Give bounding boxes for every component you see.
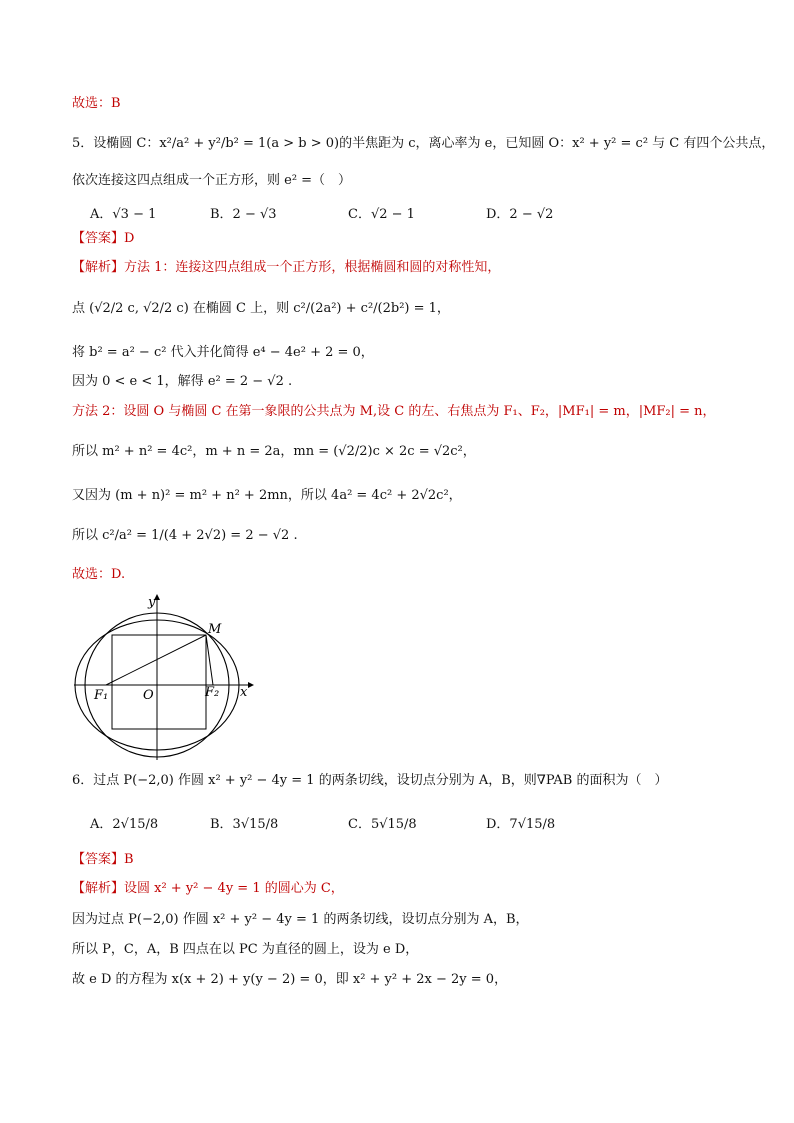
analysis-line-4: 因为 0 < e < 1，解得 e² = 2 − √2 . (72, 374, 293, 389)
analysis-line-3: 将 b² = a² − c² 代入并化简得 e⁴ − 4e² + 2 = 0， (72, 345, 374, 360)
label-o: O (143, 688, 154, 703)
choice-c: C．√2 − 1 (348, 207, 415, 222)
choice-b: B．3√15/8 (210, 817, 279, 832)
analysis-line-2: 点 (√2/2 c, √2/2 c) 在椭圆 C 上，则 c²/(2a²) + c²/(2b²) = 1， (72, 301, 450, 316)
choice-d: D．2 − √2 (486, 207, 554, 222)
choice-b: B．2 − √3 (210, 207, 277, 222)
question-5-stem: 5．设椭圆 C：x²/a² + y²/b² = 1(a > b > 0)的半焦距为 c，离心率为 e，已知圆 O：x² + y² = c² 与 C 有四个公共点， (72, 136, 775, 151)
analysis-line-7: 又因为 (m + n)² = m² + n² + 2mn，所以 4a² = 4c² + 2√2c²， (72, 488, 462, 503)
label-m: M (208, 622, 222, 637)
analysis-q6-line-1: 【解析】设圆 x² + y² − 4y = 1 的圆心为 C， (72, 881, 344, 896)
label-y: y (148, 595, 156, 610)
answer-conclusion-q5: 故选：D. (72, 567, 126, 582)
analysis-line-6: 所以 m² + n² = 4c²，m + n = 2a，mn = (√2/2)c × 2c = √2c²， (72, 444, 476, 459)
question-5-stem-cont: 依次连接这四点组成一个正方形，则 e² =（ ） (72, 173, 352, 188)
label-f2: F₂ (205, 685, 220, 700)
analysis-q6-line-3: 所以 P，C，A，B 四点在以 PC 为直径的圆上，设为 e D， (72, 942, 419, 957)
label-x: x (240, 685, 248, 700)
ellipse-circle-figure (72, 592, 272, 762)
answer-q4: 故选：B (72, 96, 121, 111)
analysis-q6-line-2: 因为过点 P(−2,0) 作圆 x² + y² − 4y = 1 的两条切线，设切点分别为 A，B， (72, 912, 529, 927)
choice-a: A．√3 − 1 (90, 207, 157, 222)
analysis-line-8: 所以 c²/a² = 1/(4 + 2√2) = 2 − √2 . (72, 528, 298, 543)
analysis-q6-line-4: 故 e D 的方程为 x(x + 2) + y(y − 2) = 0，即 x² + y² + 2x − 2y = 0， (72, 972, 508, 987)
analysis-method-2: 方法 2：设圆 O 与椭圆 C 在第一象限的公共点为 M,设 C 的左、右焦点为 F₁、F₂，|MF₁| = m，|MF₂| = n， (72, 404, 716, 419)
choice-a: A．2√15/8 (90, 817, 159, 832)
analysis-method-1: 【解析】方法 1：连接这四点组成一个正方形，根据椭圆和圆的对称性知， (72, 260, 501, 275)
answer-label-q6: 【答案】B (72, 852, 134, 867)
answer-label-q5: 【答案】D (72, 231, 135, 246)
choice-c: C．5√15/8 (348, 817, 417, 832)
choice-d: D．7√15/8 (486, 817, 556, 832)
question-6-stem: 6．过点 P(−2,0) 作圆 x² + y² − 4y = 1 的两条切线，设切点分别为 A，B，则∇PAB 的面积为（ ） (72, 773, 668, 788)
label-f1: F₁ (94, 688, 109, 703)
